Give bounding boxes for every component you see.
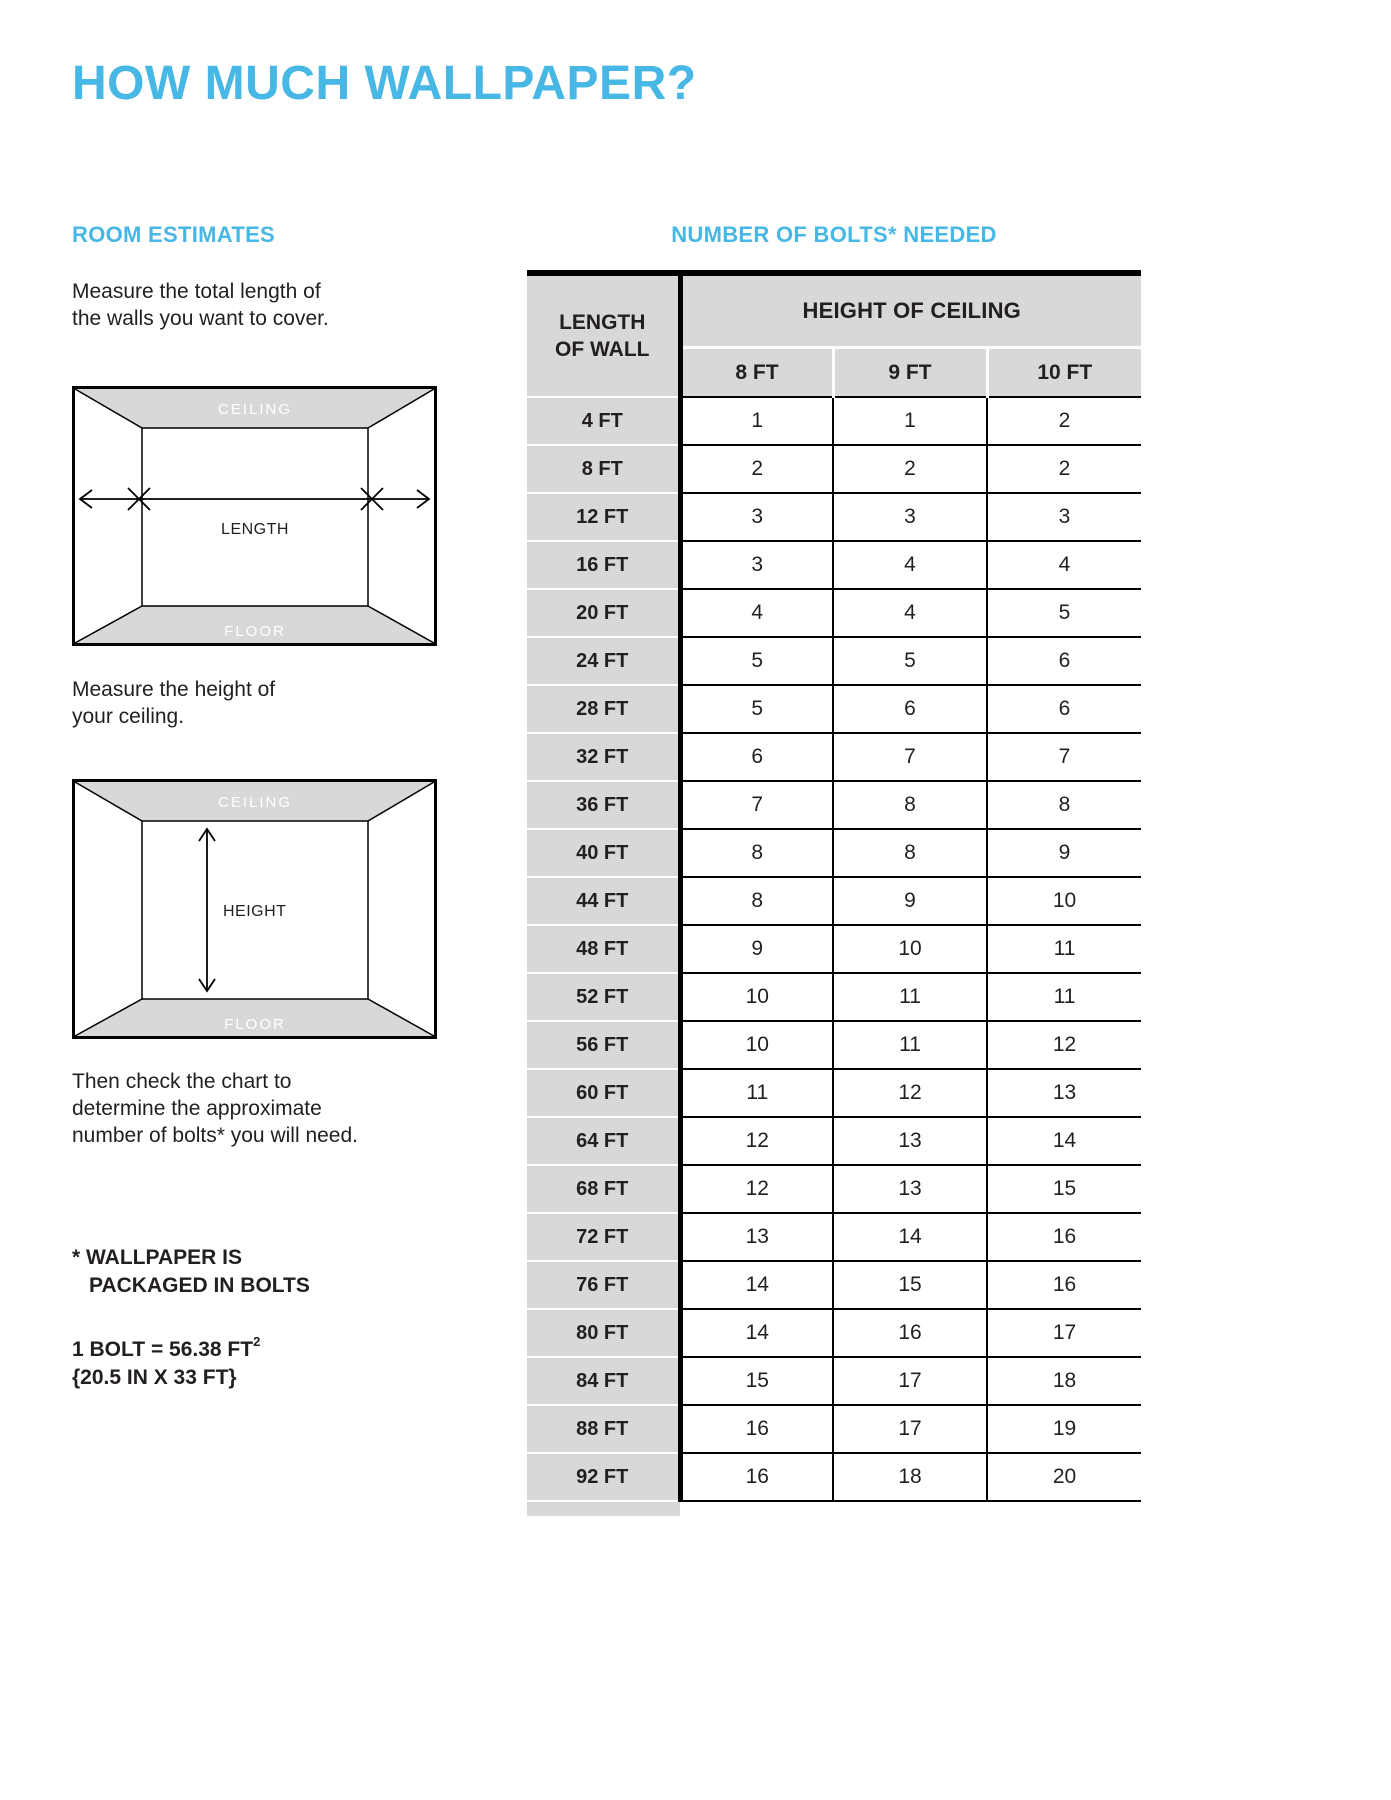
value-cell: 17: [833, 1357, 987, 1405]
row-label-cell: 88 FT: [527, 1405, 680, 1453]
table-bottom-strip: [527, 1502, 680, 1516]
bolts-table-header: [527, 273, 1141, 397]
back-wall: [142, 428, 368, 606]
value-cell: 10: [680, 1021, 833, 1069]
value-cell: 16: [680, 1405, 833, 1453]
value-cell: 6: [987, 637, 1141, 685]
bolt-dimensions: {20.5 IN X 33 FT}: [72, 1366, 237, 1389]
row-label-cell: 60 FT: [527, 1069, 680, 1117]
room-estimates-heading: ROOM ESTIMATES: [72, 222, 276, 247]
bolts-needed-section: [527, 222, 1141, 1516]
column-header-8ft: 8 FT: [680, 348, 833, 398]
bolt-equation: 1 BOLT = 56.38 $FT^2$: [72, 1334, 261, 1361]
value-cell: 16: [833, 1309, 987, 1357]
value-cell: 6: [987, 685, 1141, 733]
row-label-cell: 48 FT: [527, 925, 680, 973]
value-cell: 14: [987, 1117, 1141, 1165]
value-cell: 12: [680, 1165, 833, 1213]
ceiling-label: CEILING: [217, 794, 293, 811]
table-row: [527, 397, 1141, 445]
row-label-cell: 8 FT: [527, 445, 680, 493]
table-row: [527, 781, 1141, 829]
value-cell: 9: [680, 925, 833, 973]
row-label-cell: 4 FT: [527, 397, 680, 445]
row-label-cell: 68 FT: [527, 1165, 680, 1213]
value-cell: 7: [680, 781, 833, 829]
row-label-cell: 84 FT: [527, 1357, 680, 1405]
value-cell: 17: [987, 1309, 1141, 1357]
value-cell: 13: [680, 1213, 833, 1261]
table-row: [527, 1117, 1141, 1165]
value-cell: 2: [833, 445, 987, 493]
column-header-10ft: 10 FT: [987, 348, 1141, 398]
value-cell: 19: [987, 1405, 1141, 1453]
value-cell: 1: [833, 397, 987, 445]
table-row: [527, 541, 1141, 589]
table-row: [527, 1309, 1141, 1357]
value-cell: 8: [680, 877, 833, 925]
row-label-cell: 76 FT: [527, 1261, 680, 1309]
table-row: [527, 685, 1141, 733]
floor-label: FLOOR: [224, 1016, 286, 1033]
value-cell: 5: [680, 637, 833, 685]
value-cell: 3: [833, 493, 987, 541]
length-label: LENGTH: [221, 521, 289, 538]
table-row: [527, 1021, 1141, 1069]
row-label-cell: 32 FT: [527, 733, 680, 781]
table-row: [527, 1069, 1141, 1117]
room-length-diagram: [72, 386, 437, 646]
table-row: [527, 1357, 1141, 1405]
value-cell: 11: [987, 925, 1141, 973]
value-cell: 20: [987, 1453, 1141, 1501]
value-cell: 9: [833, 877, 987, 925]
value-cell: 4: [833, 589, 987, 637]
instruction-check-chart: Then check the chart to determine the approximate number of bolts* you will need.: [72, 1070, 358, 1147]
table-row: [527, 733, 1141, 781]
value-cell: 14: [833, 1213, 987, 1261]
value-cell: 2: [987, 445, 1141, 493]
table-row: [527, 589, 1141, 637]
page-title: HOW MUCH WALLPAPER?: [72, 57, 697, 110]
instruction-measure-length: Measure the total length of the walls you want to cover.: [72, 280, 329, 330]
row-label-cell: 72 FT: [527, 1213, 680, 1261]
value-cell: 13: [833, 1165, 987, 1213]
squared-superscript: 2: [253, 1334, 261, 1349]
value-cell: 10: [680, 973, 833, 1021]
room-estimates-section: [72, 222, 452, 1392]
value-cell: 12: [833, 1069, 987, 1117]
value-cell: 4: [987, 541, 1141, 589]
table-row: [527, 1261, 1141, 1309]
row-label-cell: 28 FT: [527, 685, 680, 733]
table-row: [527, 973, 1141, 1021]
row-label-cell: 12 FT: [527, 493, 680, 541]
value-cell: 5: [833, 637, 987, 685]
table-row: [527, 829, 1141, 877]
value-cell: 11: [833, 1021, 987, 1069]
height-label: HEIGHT: [223, 903, 287, 920]
value-cell: 18: [833, 1453, 987, 1501]
bolts-needed-heading: NUMBER OF BOLTS* NEEDED: [671, 222, 997, 247]
table-row: [527, 1405, 1141, 1453]
row-label-cell: 80 FT: [527, 1309, 680, 1357]
value-cell: 8: [987, 781, 1141, 829]
value-cell: 16: [987, 1213, 1141, 1261]
row-label-cell: 16 FT: [527, 541, 680, 589]
table-row: [527, 493, 1141, 541]
floor-label: FLOOR: [224, 623, 286, 640]
row-label-cell: 92 FT: [527, 1453, 680, 1501]
value-cell: 1: [680, 397, 833, 445]
value-cell: 18: [987, 1357, 1141, 1405]
row-label-cell: 24 FT: [527, 637, 680, 685]
value-cell: 4: [833, 541, 987, 589]
row-label-cell: 36 FT: [527, 781, 680, 829]
value-cell: 15: [987, 1165, 1141, 1213]
value-cell: 9: [987, 829, 1141, 877]
instruction-measure-height: Measure the height of your ceiling.: [72, 678, 276, 728]
value-cell: 8: [833, 781, 987, 829]
value-cell: 15: [833, 1261, 987, 1309]
value-cell: 13: [833, 1117, 987, 1165]
value-cell: 7: [987, 733, 1141, 781]
table-row: [527, 1165, 1141, 1213]
column-header-9ft: 9 FT: [833, 348, 987, 398]
value-cell: 7: [833, 733, 987, 781]
value-cell: 11: [987, 973, 1141, 1021]
row-label-cell: 56 FT: [527, 1021, 680, 1069]
bolts-footnote: * WALLPAPER IS PACKAGED IN BOLTS: [72, 1246, 310, 1297]
value-cell: 14: [680, 1309, 833, 1357]
value-cell: 3: [987, 493, 1141, 541]
value-cell: 14: [680, 1261, 833, 1309]
group-header-height-of-ceiling: HEIGHT OF CEILING: [680, 273, 1141, 348]
value-cell: 13: [987, 1069, 1141, 1117]
table-row: [527, 445, 1141, 493]
value-cell: 16: [680, 1453, 833, 1501]
value-cell: 12: [680, 1117, 833, 1165]
value-cell: 11: [680, 1069, 833, 1117]
value-cell: 8: [833, 829, 987, 877]
row-label-cell: 44 FT: [527, 877, 680, 925]
table-row: [527, 637, 1141, 685]
value-cell: 5: [680, 685, 833, 733]
table-row: [527, 925, 1141, 973]
value-cell: 16: [987, 1261, 1141, 1309]
table-row: [527, 1453, 1141, 1501]
value-cell: 2: [987, 397, 1141, 445]
value-cell: 10: [987, 877, 1141, 925]
value-cell: 12: [987, 1021, 1141, 1069]
row-label-cell: 20 FT: [527, 589, 680, 637]
room-height-diagram: [72, 779, 437, 1039]
row-label-cell: 40 FT: [527, 829, 680, 877]
value-cell: 3: [680, 541, 833, 589]
value-cell: 6: [680, 733, 833, 781]
value-cell: 6: [833, 685, 987, 733]
value-cell: 11: [833, 973, 987, 1021]
value-cell: 17: [833, 1405, 987, 1453]
value-cell: 15: [680, 1357, 833, 1405]
corner-header-length-of-wall: LENGTH OF WALL: [527, 273, 680, 397]
value-cell: 4: [680, 589, 833, 637]
row-label-cell: 52 FT: [527, 973, 680, 1021]
value-cell: 2: [680, 445, 833, 493]
value-cell: 10: [833, 925, 987, 973]
value-cell: 3: [680, 493, 833, 541]
bolts-table-body: [527, 397, 1141, 1501]
bolts-table: [527, 270, 1141, 1502]
table-row: [527, 877, 1141, 925]
table-row: [527, 1213, 1141, 1261]
value-cell: 8: [680, 829, 833, 877]
ceiling-label: CEILING: [217, 401, 293, 418]
value-cell: 5: [987, 589, 1141, 637]
row-label-cell: 64 FT: [527, 1117, 680, 1165]
bolt-size-info: [72, 1330, 452, 1392]
